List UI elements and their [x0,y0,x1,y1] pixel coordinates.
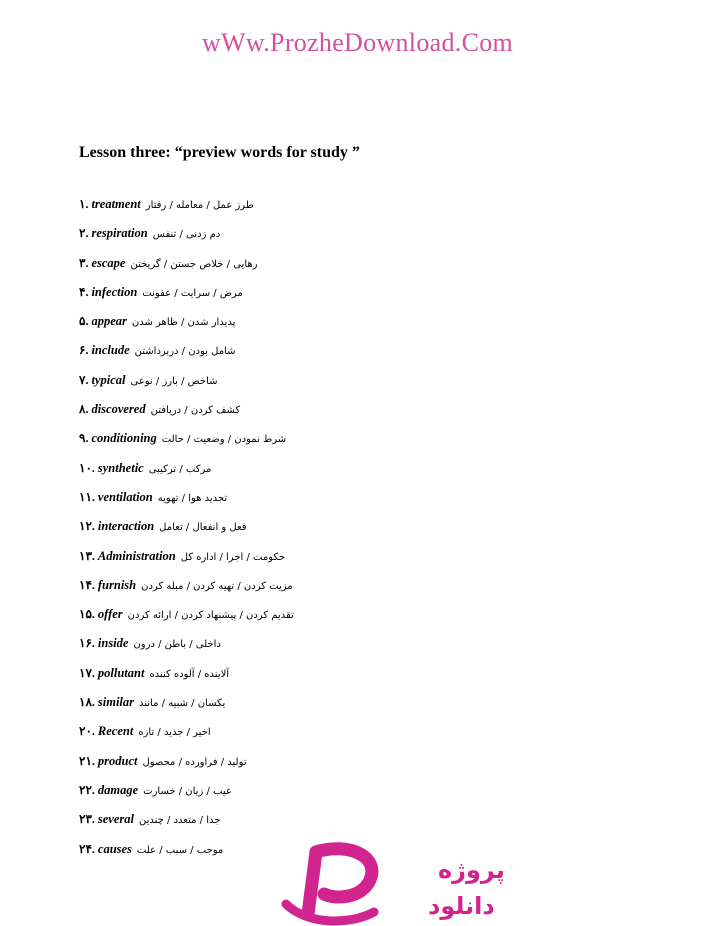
vocab-meaning: تجدید هوا / تهویه [157,492,228,504]
vocab-meaning: فعل و انفعال / تعامل [159,522,247,534]
vocab-meaning: حکومت / اجرا / اداره کل [180,551,286,563]
vocab-number: ۹. [79,431,89,446]
vocab-number: ۲. [79,226,89,241]
vocab-item [79,400,479,429]
vocab-number: ۲۲. [79,782,95,797]
vocab-meaning: پدیدار شدن / ظاهر شدن [131,317,236,329]
vocab-word: infection [91,284,138,299]
vocab-meaning: داخلی / باطن / درون [133,639,221,651]
vocab-word: escape [91,255,126,270]
vocab-meaning: آلاینده / آلوده کننده [149,668,230,680]
vocab-item [79,634,479,663]
vocab-item [79,429,479,458]
vocab-meaning: دم زدنی / تنفس [152,229,221,241]
vocab-word: conditioning [91,431,157,446]
svg-text:دانلود: دانلود [428,892,495,920]
vocab-number: ۶. [79,343,89,358]
vocab-item [79,517,479,546]
vocab-list [79,195,479,869]
vocab-number: ۱. [79,197,89,211]
vocab-word: pollutant [97,665,145,680]
vocab-number: ۱۸. [79,695,95,710]
vocab-meaning: مرکب / ترکیبی [148,463,212,475]
vocab-word: offer [97,607,123,622]
vocab-word: causes [97,841,132,856]
watermark-url: wWw.ProzheDownload.Com [201,28,514,57]
vocab-number: ۲۱. [79,753,95,768]
vocab-item [79,224,479,253]
vocab-meaning: شامل بودن / دربرداشتن [134,346,236,358]
vocab-number: ۲۴. [79,841,95,856]
vocab-word: synthetic [97,460,144,475]
vocab-word: product [97,753,138,768]
vocab-item [79,664,479,693]
vocab-meaning: تولید / فراورده / محصول [142,756,247,768]
vocab-meaning: یکسان / شبیه / مانند [139,698,226,710]
vocab-number: ۱۵. [79,607,95,622]
vocab-word: furnish [97,577,137,592]
vocab-meaning: طرز عمل / معامله / رفتار [145,200,254,211]
vocab-item [79,605,479,634]
vocab-item [79,752,479,781]
vocab-number: ۴. [79,284,89,299]
vocab-item [79,195,479,224]
vocab-item [79,371,479,400]
vocab-number: ۸. [79,402,89,417]
vocab-word: inside [97,636,129,651]
vocab-number: ۱۶. [79,636,95,651]
vocab-meaning: موجب / سبب / علت [136,844,224,856]
vocab-item [79,459,479,488]
vocab-meaning: جدا / متعدد / چندین [139,815,221,827]
vocab-number: ۱۳. [79,548,95,563]
vocab-item [79,693,479,722]
vocab-word: interaction [97,519,155,534]
vocab-meaning: شرط نمودن / وضعیت / حالت [161,434,287,446]
vocab-word: discovered [91,402,146,417]
vocab-word: similar [97,695,135,710]
prozhe-download-logo-icon [278,838,505,926]
vocab-item [79,576,479,605]
vocab-number: ۳. [79,255,89,270]
vocab-number: ۲۳. [79,812,95,827]
vocab-word: Recent [97,724,134,739]
vocab-meaning: عیب / زیان / خسارت [143,785,232,797]
vocab-word: treatment [91,197,141,211]
vocab-word: appear [91,314,127,329]
vocab-meaning: اخیر / جدید / تازه [138,727,211,739]
vocab-item [79,312,479,341]
vocab-number: ۷. [79,372,89,387]
vocab-meaning: مرض / سرایت / عفونت [142,287,243,299]
vocab-word: damage [97,782,139,797]
vocab-number: ۱۷. [79,665,95,680]
vocab-item [79,547,479,576]
vocab-meaning: تقدیم کردن / پیشنهاد کردن / ارائه کردن [127,610,294,622]
vocab-item [79,254,479,283]
vocab-number: ۱۱. [79,489,95,504]
vocab-number: ۱۰. [79,460,95,475]
vocab-number: ۱۲. [79,519,95,534]
vocab-item [79,722,479,751]
vocab-number: ۵. [79,314,89,329]
vocab-word: ventilation [97,489,153,504]
vocab-item [79,488,479,517]
vocab-word: include [91,343,130,358]
vocab-meaning: کشف کردن / دریافتن [150,405,241,417]
vocab-meaning: رهایی / خلاص جستن / گریختن [130,258,258,270]
vocab-item [79,810,479,839]
vocab-meaning: مزیت کردن / تهیه کردن / مبله کردن [141,580,293,592]
vocab-item [79,781,479,810]
vocab-word: typical [91,372,126,387]
lesson-title: Lesson three: “preview words for study ” [79,144,360,161]
svg-text:پروژه: پروژه [438,856,505,884]
vocab-word: several [97,812,134,827]
vocab-item [79,341,479,370]
vocab-meaning: شاخص / بارز / نوعی [130,375,218,387]
vocab-number: ۲۰. [79,724,95,739]
vocab-word: respiration [91,226,148,241]
vocab-number: ۱۴. [79,577,95,592]
vocab-item [79,283,479,312]
vocab-word: Administration [97,548,176,563]
